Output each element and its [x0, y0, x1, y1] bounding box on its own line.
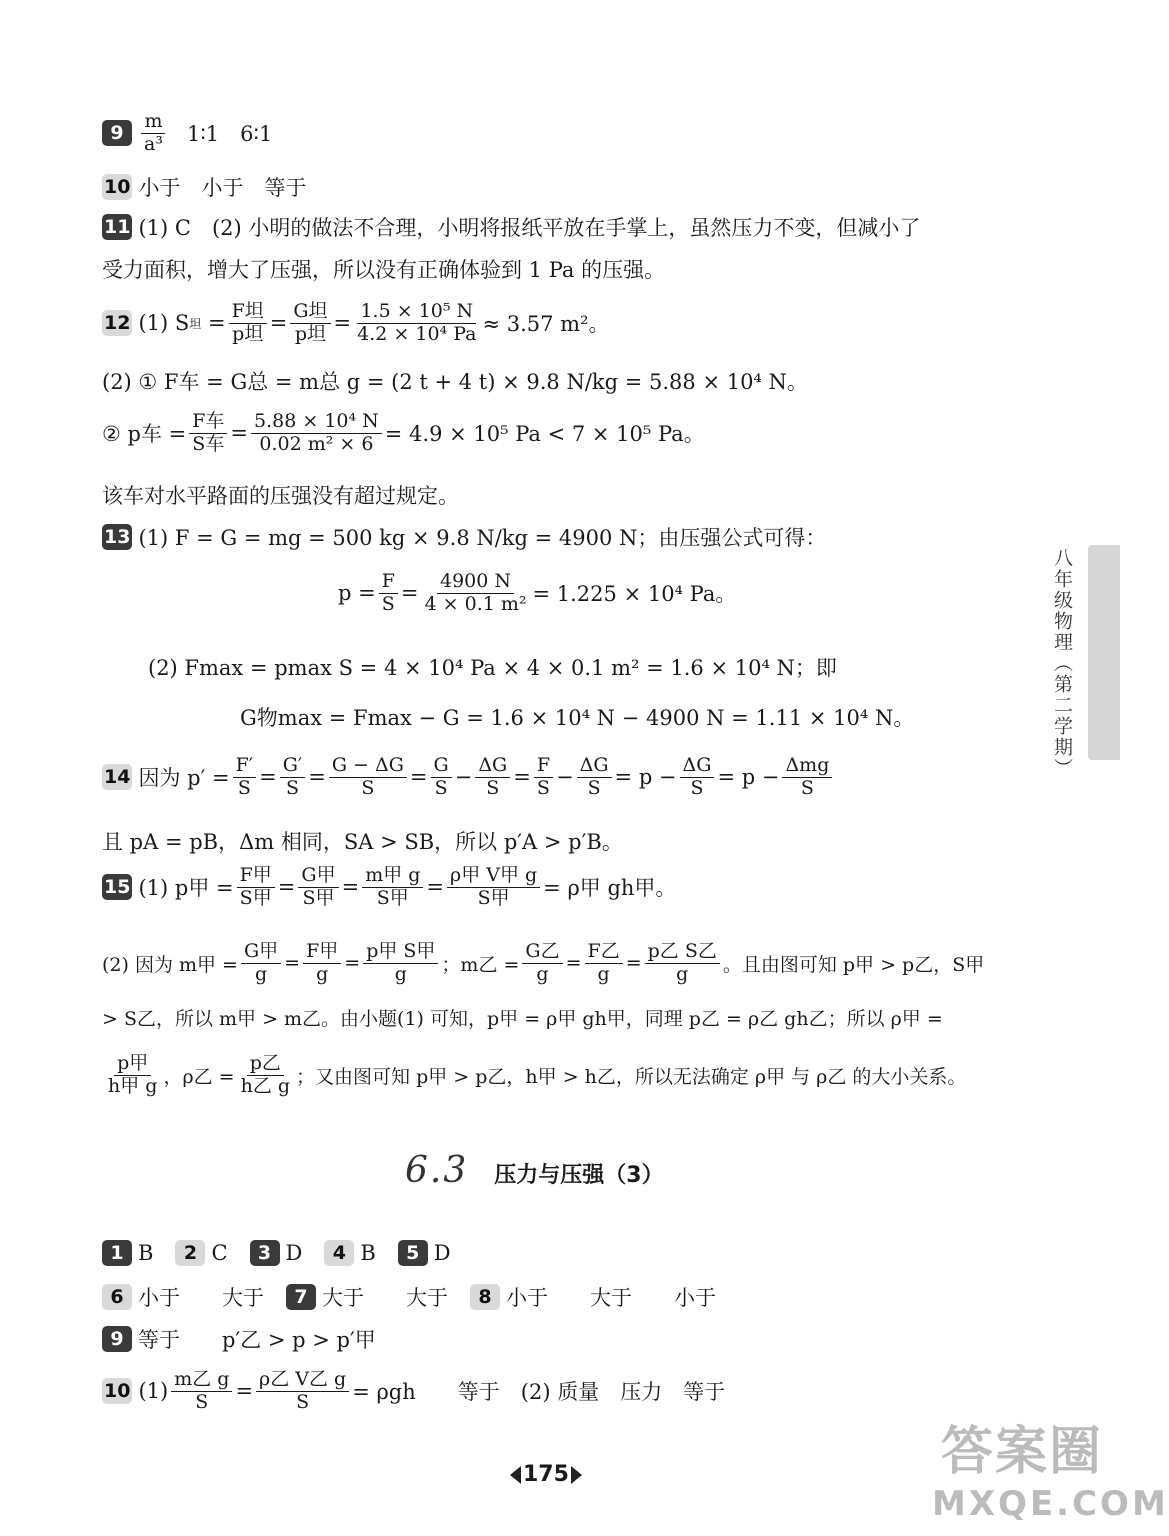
- fraction: $\frac{\text{ρ乙 V乙 g}}{S}$: [256, 1370, 349, 1413]
- answer-13-part2: (2) Fmax = pmax S = 4 × 10⁴ Pa × 4 × 0.1 m² = 1.6 × 10⁴ N；即: [148, 656, 837, 680]
- fraction: $\frac{m}{\text{a³}}$: [141, 112, 166, 155]
- question-number: 14: [104, 766, 131, 789]
- question-number: 11: [104, 216, 131, 238]
- question-number: 9: [102, 120, 132, 146]
- fraction: $\frac{\text{G坦}}{\text{p坦}}$: [290, 302, 330, 345]
- side-tab: [1088, 545, 1120, 760]
- fraction: $\frac{\Delta G}{S}$: [475, 756, 510, 799]
- answer-text: (1) C (2) 小明的做法不合理，小明将报纸平放在手掌上，虽然压力不变，但减小了: [138, 216, 921, 240]
- answer-14-cont: 且 pA = pB，Δm 相同，SA > SB，所以 p′A > p′B。: [102, 830, 623, 854]
- fraction: $\frac{\Delta G}{S}$: [577, 756, 612, 799]
- question-number: 10: [104, 1380, 131, 1403]
- fraction: $\frac{G}{S}$: [431, 756, 452, 799]
- section-number: 6.3: [405, 1150, 469, 1191]
- section-title: 压力与压强（3）: [494, 1163, 664, 1188]
- fraction: $\frac{\text{G甲}}{\text{S甲}}$: [298, 866, 338, 909]
- answer-11-cont: [102, 254, 665, 284]
- triangle-right-icon: [571, 1466, 582, 1484]
- answer-14: 14 因为 p′ = $\frac{F'}{S}$ = $\frac{G'}{S}$ = $\frac{G - \Delta G}{S}$ = $\frac{G}{S}$ − $\frac{\Delta G}{S}$ = $\frac{F}{S}$ − $\frac{\Delta G}{S}$ = p − $\frac{\Delta G}{S}$ = p − $\frac{\text{Δmg}}{S}$: [102, 756, 835, 799]
- section-answers-row-1: 1 B 2 C 3 D 4 B 5 D: [102, 1240, 451, 1266]
- section-heading: [405, 1150, 664, 1191]
- fraction: $\frac{\text{G乙}}{g}$: [522, 942, 562, 985]
- fraction: $\frac{\text{G甲}}{g}$: [241, 942, 281, 985]
- question-number: 10: [104, 176, 131, 198]
- question-number: 7: [286, 1284, 316, 1310]
- fraction: $\frac{4900 N}{\text{4 × 0.1 m²}}$: [424, 570, 527, 615]
- fraction: $\frac{\text{1.5 × 10⁵ N}}{\text{4.2 × 10⁴ Pa}}$: [357, 300, 477, 345]
- answer-11: [102, 212, 920, 242]
- question-number: 8: [470, 1284, 500, 1310]
- fraction: $\frac{F'}{S}$: [233, 756, 257, 799]
- answer-13: 13 (1) F = G = mg = 500 kg × 9.8 N/kg = 4900 N；由压强公式可得：: [104, 526, 827, 550]
- fraction: $\frac{\text{ρ甲 V甲 g}}{\text{S甲}}$: [447, 866, 540, 909]
- question-number: 12: [104, 312, 131, 335]
- answer-text: 1∶1 6∶1: [186, 122, 273, 147]
- answer-15-part2: (2) 因为 m甲 = $\frac{\text{G甲}}{g}$ = $\frac{\text{F甲}}{g}$ = $\frac{\text{p甲 S甲}}{g}$ ；m乙 = $\frac{\text{G乙}}{g}$ = $\frac{\text{F乙}}{g}$ = $\frac{\text{p乙 S乙}}{g}$ 。且由图可知 p甲 > p乙，S甲: [102, 940, 985, 985]
- fraction: $\frac{\text{F车}}{\text{S车}}$: [189, 412, 227, 455]
- triangle-left-icon: [510, 1466, 521, 1484]
- fraction: $\frac{\text{p乙}}{\text{h乙 g}}$: [240, 1052, 291, 1097]
- answer-12-part2: (2) ① F车 = G总 = m总 g = (2 t + 4 t) × 9.8 N/kg = 5.88 × 10⁴ N。: [102, 370, 808, 394]
- side-tab-text: 八年级物理（第二学期）: [1051, 548, 1073, 779]
- answer-13-part2b: G物max = Fmax − G = 1.6 × 10⁴ N − 4900 N = 1.11 × 10⁴ N。: [240, 706, 915, 730]
- question-number: 1: [102, 1240, 132, 1266]
- question-number: 6: [102, 1284, 132, 1310]
- page-number: 175: [510, 1462, 582, 1487]
- fraction: $\frac{\Delta G}{S}$: [680, 756, 715, 799]
- section-answers-row-2: 6 小于 大于 7 大于 大于 8 小于 大于 小于: [102, 1282, 716, 1312]
- answer-text: 小于 小于 等于: [138, 176, 307, 200]
- fraction: $\frac{\text{5.88 × 10⁴ N}}{\text{0.02 m² × 6}}$: [251, 412, 382, 455]
- answer-10: [102, 172, 306, 202]
- answer-15-part2b: > S乙，所以 m甲 > m乙。由小题(1) 可知，p甲 = ρ甲 gh甲，同理 p乙 = ρ乙 gh乙；所以 ρ甲 =: [102, 1008, 943, 1030]
- answer-15-part2c: $\frac{\text{p甲}}{\text{h甲 g}}$ ，ρ乙 = $\frac{\text{p乙}}{\text{h乙 g}}$ ；又由图可知 p甲 > p乙，h甲 > h乙，所以无法确定 ρ甲 与 ρ乙 的大小关系。: [102, 1054, 966, 1097]
- fraction: $\frac{\text{m甲 g}}{\text{S甲}}$: [362, 866, 423, 909]
- question-number: 2: [175, 1240, 205, 1266]
- question-number: 3: [250, 1240, 280, 1266]
- question-number: 15: [104, 876, 131, 899]
- answer-13-formula: p = $\frac{F}{S}$ = $\frac{4900 N}{\text{4 × 0.1 m²}}$ = 1.225 × 10⁴ Pa。: [338, 570, 737, 615]
- fraction: $\frac{\text{F甲}}{g}$: [303, 942, 341, 985]
- fraction: $\frac{F}{S}$: [379, 572, 398, 615]
- fraction: $\frac{\text{p甲 S甲}}{g}$: [363, 942, 438, 985]
- answer-12: 12 (1) S 坦 = $\frac{\text{F坦}}{\text{p坦}}$ = $\frac{\text{G坦}}{\text{p坦}}$ = $\frac{\text{1.5 × 10⁵ N}}{\text{4.2 × 10⁴ Pa}}$ ≈ 3.57 m²。: [104, 300, 610, 345]
- section-answers-row-4: 10 (1) $\frac{\text{m乙 g}}{S}$ = $\frac{\text{ρ乙 V乙 g}}{S}$ = ρgh 等于 (2) 质量 压力 等于: [104, 1368, 726, 1413]
- answer-12-part2b: ② p车 = $\frac{\text{F车}}{\text{S车}}$ = $\frac{\text{5.88 × 10⁴ N}}{\text{0.02 m² × 6}}$ = 4.9 × 10⁵ Pa < 7 × 10⁵ Pa。: [102, 410, 705, 455]
- fraction: $\frac{\text{F坦}}{\text{p坦}}$: [229, 302, 267, 345]
- fraction: $\frac{\text{p乙 S乙}}{g}$: [645, 942, 720, 985]
- answer-15: 15 (1) p甲 = $\frac{\text{F甲}}{\text{S甲}}$ = $\frac{\text{G甲}}{\text{S甲}}$ = $\frac{\text{m甲 g}}{\text{S甲}}$ = $\frac{\text{ρ甲 V甲 g}}{\text{S甲}}$ = ρ甲 gh甲。: [104, 864, 677, 909]
- answer-12-conclusion: 该车对水平路面的压强没有超过规定。: [102, 484, 459, 508]
- fraction: $\frac{G - \Delta G}{S}$: [329, 756, 407, 799]
- section-answers-row-3: 9 等于 p′乙 > p > p′甲: [102, 1324, 376, 1354]
- answer-text: 受力面积，增大了压强，所以没有正确体验到 1 Pa 的压强。: [102, 258, 666, 282]
- fraction: $\frac{\text{Δmg}}{S}$: [782, 756, 832, 799]
- question-number: 13: [104, 526, 131, 548]
- fraction: $\frac{F}{S}$: [534, 756, 553, 799]
- fraction: $\frac{\text{F甲}}{\text{S甲}}$: [237, 866, 275, 909]
- fraction: $\frac{\text{m乙 g}}{S}$: [171, 1370, 232, 1413]
- watermark-logo: 答案圈 MXQE.COM: [932, 1422, 1169, 1524]
- question-number: 5: [398, 1240, 428, 1266]
- fraction: $\frac{\text{F乙}}{g}$: [585, 942, 623, 985]
- fraction: $\frac{\text{p甲}}{\text{h甲 g}}$: [108, 1052, 158, 1097]
- question-number: 4: [324, 1240, 354, 1266]
- answer-9: [102, 112, 272, 155]
- fraction: $\frac{G'}{S}$: [280, 756, 306, 799]
- question-number: 9: [102, 1326, 132, 1352]
